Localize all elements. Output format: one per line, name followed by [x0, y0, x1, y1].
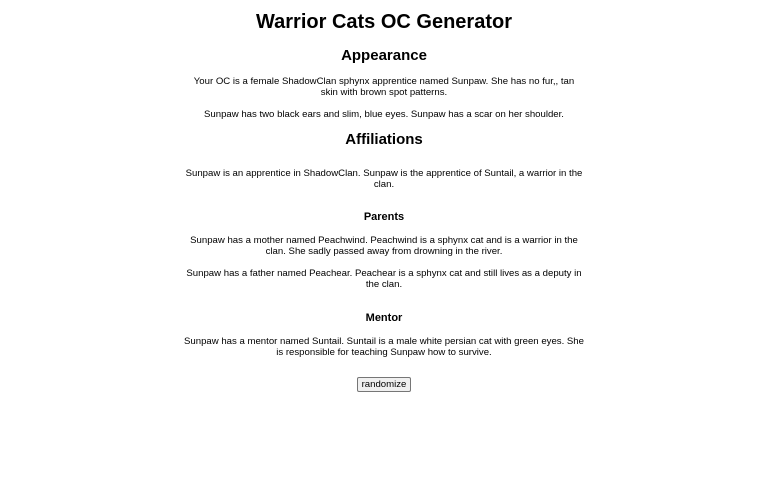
- mother-description: Sunpaw has a mother named Peachwind. Peachwind is a sphynx cat and is a warrior in the clan. She sadly passed away from drowning in the river.: [190, 235, 578, 257]
- appearance-description: Your OC is a female ShadowClan sphynx apprentice named Sunpaw. She has no fur,, tan skin with brown spot patterns.: [193, 76, 575, 98]
- father-description: Sunpaw has a father named Peachear. Peachear is a sphynx cat and still lives as a deputy in the clan.: [186, 268, 582, 290]
- mentor-description: Sunpaw has a mentor named Suntail. Suntail is a male white persian cat with green eyes. She is responsible for teaching Sunpaw how to survive.: [184, 336, 584, 358]
- randomize-button[interactable]: randomize: [357, 377, 411, 392]
- page-title: Warrior Cats OC Generator: [256, 11, 512, 33]
- affiliations-description: Sunpaw is an apprentice in ShadowClan. Sunpaw is the apprentice of Suntail, a warrior in the clan.: [185, 168, 583, 190]
- appearance-features: Sunpaw has two black ears and slim, blue eyes. Sunpaw has a scar on her shoulder.: [204, 109, 564, 120]
- mentor-heading: Mentor: [365, 312, 403, 324]
- appearance-heading: Appearance: [341, 47, 427, 64]
- affiliations-heading: Affiliations: [345, 131, 423, 148]
- parents-heading: Parents: [363, 211, 405, 223]
